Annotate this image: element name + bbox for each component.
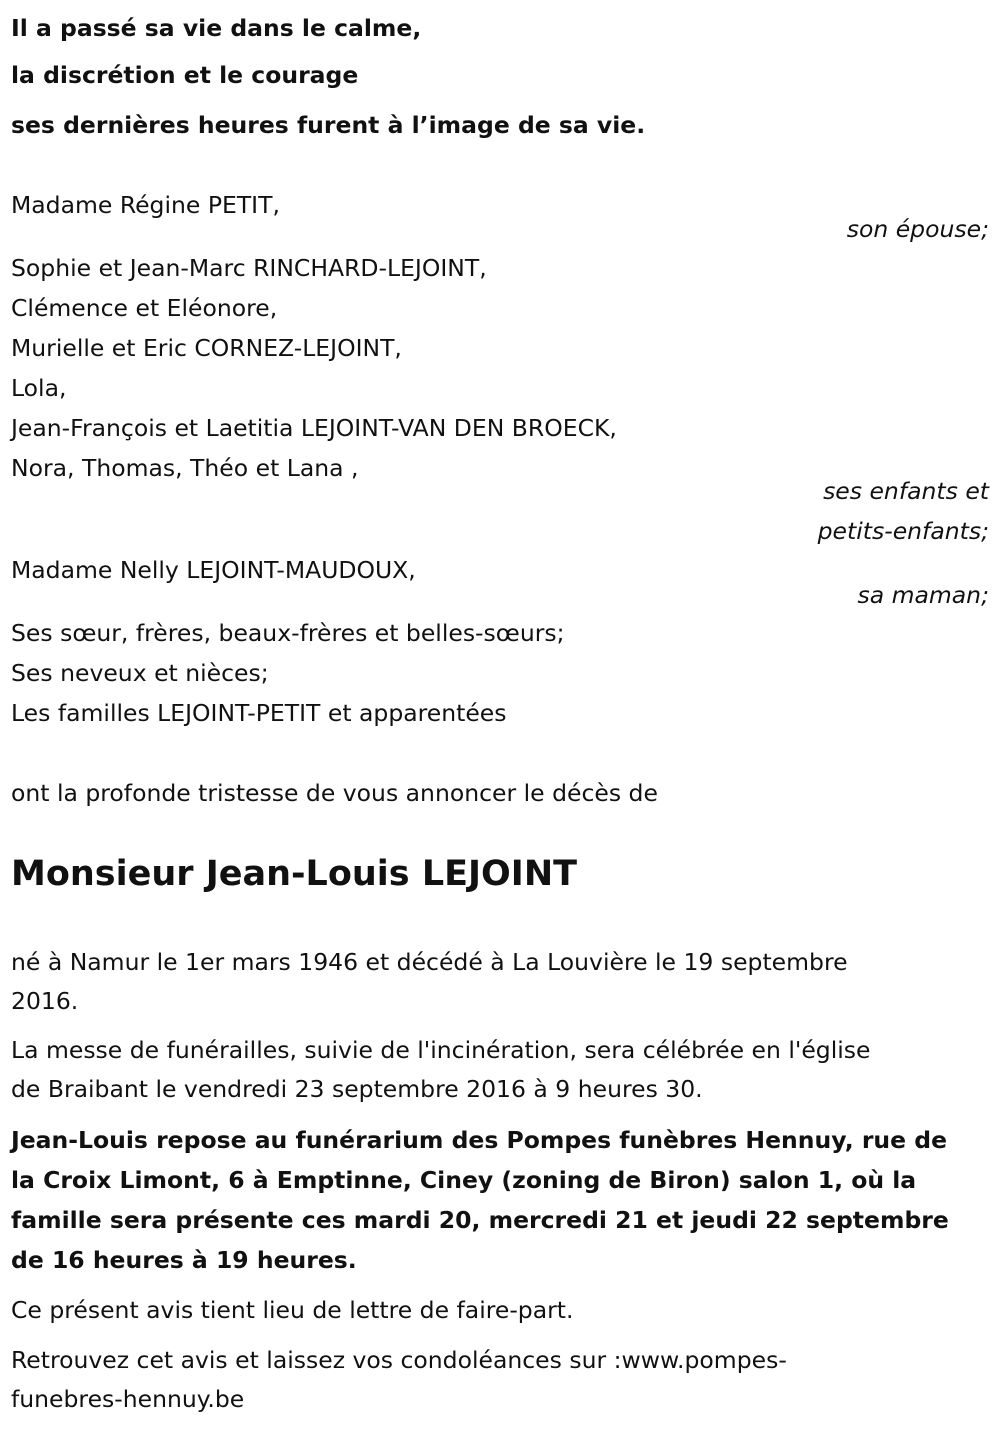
child-line: Murielle et Eric CORNEZ-LEJOINT, [11,334,402,362]
text-line: Retrouvez cet avis et laissez vos condoléances sur :www.pompes- [11,1346,787,1374]
condolences-link[interactable]: funebres-hennuy.be [11,1385,245,1413]
mother-name: Madame Nelly LEJOINT-MAUDOUX, [11,556,416,584]
mother-role: sa maman; [857,581,989,609]
text-line: Jean-Louis repose au funérarium des Pompes funèbres Hennuy, rue de [11,1126,948,1154]
text-line: 2016. [11,987,79,1015]
announcement: ont la profonde tristesse de vous annoncer le décès de [11,779,658,807]
epigraph-line: la discrétion et le courage [11,61,359,89]
text-line: famille sera présente ces mardi 20, mercredi 21 et jeudi 22 septembre [11,1206,949,1234]
child-line: Jean-François et Laetitia LEJOINT-VAN DEN BROECK, [11,414,617,442]
child-line: Sophie et Jean-Marc RINCHARD-LEJOINT, [11,254,487,282]
text-line: de 16 heures à 19 heures. [11,1246,357,1274]
notice: Ce présent avis tient lieu de lettre de faire-part. [11,1296,574,1324]
family-line: Les familles LEJOINT-PETIT et apparentées [11,699,507,727]
child-line: Nora, Thomas, Théo et Lana , [11,454,359,482]
children-role: ses enfants et [823,477,989,505]
family-line: Ses neveux et nièces; [11,659,269,687]
child-line: Lola, [11,374,67,402]
text-line: La messe de funérailles, suivie de l'incinération, sera célébrée en l'église [11,1036,871,1064]
children-role: petits-enfants; [817,517,989,545]
text-line: la Croix Limont, 6 à Emptinne, Ciney (zoning de Biron) salon 1, où la [11,1166,917,1194]
text-line: né à Namur le 1er mars 1946 et décédé à La Louvière le 19 septembre [11,948,848,976]
spouse-name: Madame Régine PETIT, [11,191,280,219]
child-line: Clémence et Eléonore, [11,294,278,322]
family-line: Ses sœur, frères, beaux-frères et belles-sœurs; [11,619,565,647]
text-line: de Braibant le vendredi 23 septembre 2016 à 9 heures 30. [11,1075,703,1103]
deceased-name: Monsieur Jean-Louis LEJOINT [11,854,577,894]
epigraph-line: ses dernières heures furent à l’image de sa vie. [11,111,646,139]
epigraph-line: Il a passé sa vie dans le calme, [11,14,422,42]
spouse-role: son épouse; [846,215,989,243]
